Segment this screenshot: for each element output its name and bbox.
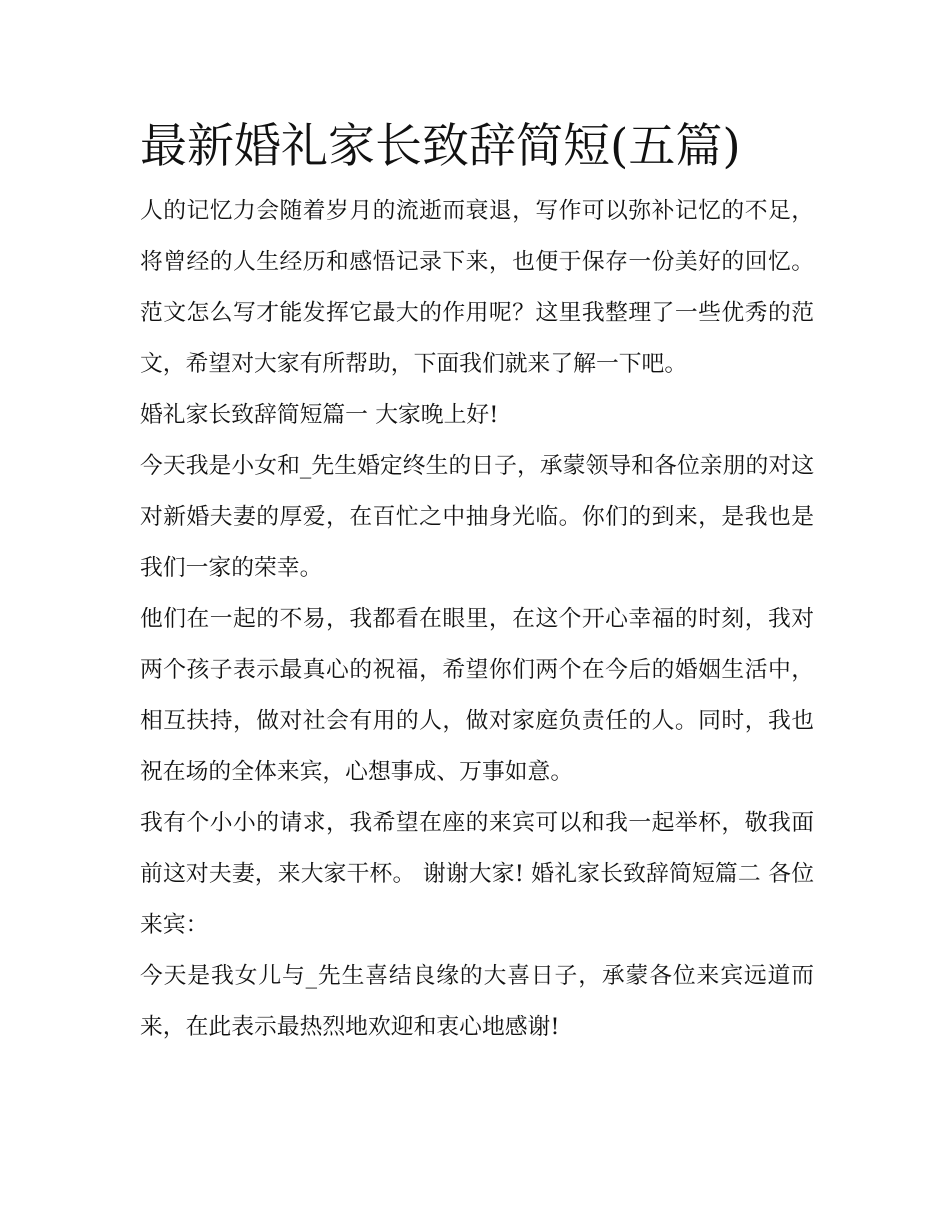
paragraph-thanks: 今天我是小女和_先生婚定终生的日子，承蒙领导和各位亲朋的对这对新婚夫妻的厚爱，在百忙之中抽身光临。你们的到来，是我也是我们一家的荣幸。 xyxy=(140,453,814,581)
paragraph-section-one-heading: 婚礼家长致辞简短篇一 大家晚上好! xyxy=(140,402,499,428)
paragraph-blessing: 他们在一起的不易，我都看在眼里，在这个开心幸福的时刻，我对两个孩子表示最真心的祝福，希望你们两个在今后的婚姻生活中，相互扶持，做对社会有用的人，做对家庭负责任的人。同时，我也祝在场的全体来宾，心想事成、万事如意。 xyxy=(140,606,814,785)
document-title: 最新婚礼家长致辞简短(五篇) xyxy=(140,119,741,174)
paragraph-section-two-welcome: 今天是我女儿与_先生喜结良缘的大喜日子，承蒙各位来宾远道而来，在此表示最热烈地欢迎和衷心地感谢! xyxy=(140,963,814,1040)
document-body xyxy=(140,112,814,1053)
paragraph-intro: 人的记忆力会随着岁月的流逝而衰退，写作可以弥补记忆的不足，将曾经的人生经历和感悟记录下来，也便于保存一份美好的回忆。范文怎么写才能发挥它最大的作用呢？这里我整理了一些优秀的范文，希望对大家有所帮助，下面我们就来了解一下吧。 xyxy=(140,198,814,377)
paragraph-toast: 我有个小小的请求，我希望在座的来宾可以和我一起举杯，敬我面前这对夫妻，来大家干杯。 谢谢大家! 婚礼家长致辞简短篇二 各位来宾： xyxy=(140,810,814,938)
